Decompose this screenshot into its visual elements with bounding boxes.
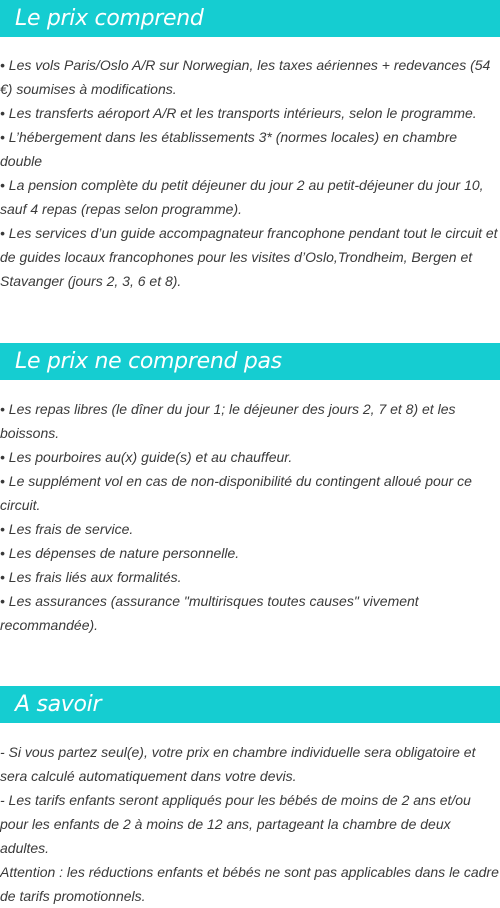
list-item: • Les dépenses de nature personnelle. <box>0 545 240 561</box>
list-item: • La pension complète du petit déjeuner du jour 2 au petit-déjeuner du jour 10, sauf 4 repas (repas selon programme). <box>0 177 484 217</box>
section-price-includes <box>0 0 500 293</box>
list-item: • Les vols Paris/Oslo A/R sur Norwegian, les taxes aériennes + redevances (54 €) soumises à modifications. <box>0 57 491 97</box>
list-item: - Les tarifs enfants seront appliqués pour les bébés de moins de 2 ans et/ou pour les enfants de 2 à moins de 12 ans, partageant la chambre de deux adultes. <box>0 792 471 856</box>
list-item: • L’hébergement dans les établissements 3* (normes locales) en chambre double <box>0 129 458 169</box>
section-title: Le prix ne comprend pas <box>0 343 500 380</box>
section-content <box>0 53 500 293</box>
list-item: • Le supplément vol en cas de non-disponibilité du contingent alloué pour ce circuit. <box>0 473 472 513</box>
list-item: • Les frais liés aux formalités. <box>0 569 182 585</box>
section-content <box>0 397 500 637</box>
section-title: A savoir <box>0 686 500 723</box>
list-item: • Les transferts aéroport A/R et les transports intérieurs, selon le programme. <box>0 105 477 121</box>
list-item: • Les repas libres (le dîner du jour 1; le déjeuner des jours 2, 7 et 8) et les boissons. <box>0 401 456 441</box>
list-item: - Si vous partez seul(e), votre prix en chambre individuelle sera obligatoire et sera calculé automatiquement dans votre devis. <box>0 744 476 784</box>
list-item: • Les services d’un guide accompagnateur francophone pendant tout le circuit et de guides locaux francophones pour les visites d’Oslo,Trondheim, Bergen et Stavanger (jours 2, 3, 6 et 8). <box>0 225 498 289</box>
list-item: • Les pourboires au(x) guide(s) et au chauffeur. <box>0 449 293 465</box>
list-item: • Les frais de service. <box>0 521 134 537</box>
list-item: • Les assurances (assurance "multirisques toutes causes" vivement recommandée). <box>0 593 419 633</box>
section-content <box>0 740 500 908</box>
section-price-excludes <box>0 343 500 637</box>
section-title: Le prix comprend <box>0 0 500 37</box>
list-item: Attention : les réductions enfants et bébés ne sont pas applicables dans le cadre de tarifs promotionnels. <box>0 864 499 904</box>
section-good-to-know <box>0 686 500 908</box>
